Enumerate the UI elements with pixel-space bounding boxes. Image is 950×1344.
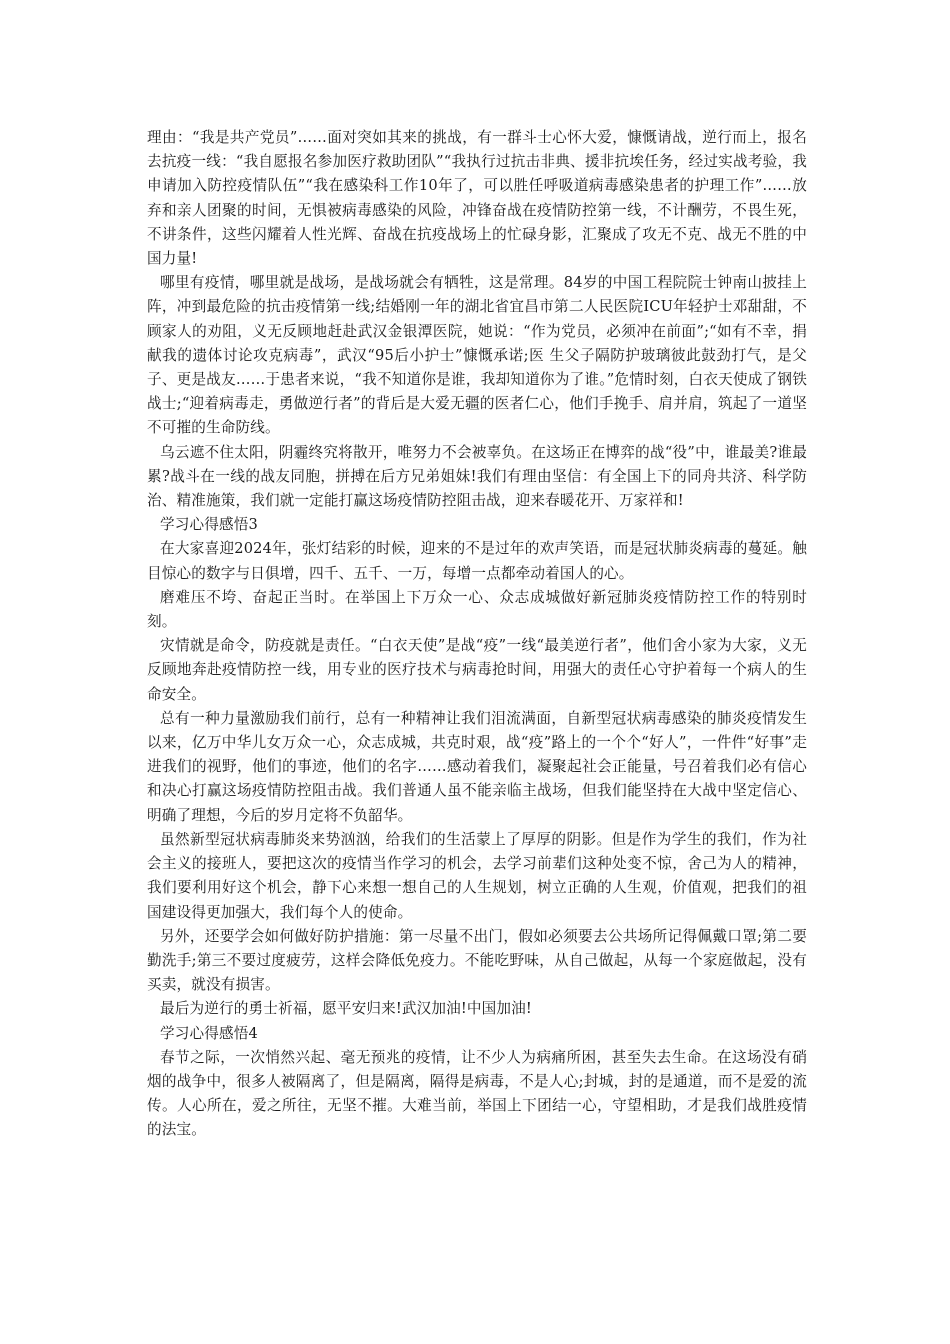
paragraph-duty: 灾情就是命令，防疫就是责任。“白衣天使”是战“疫”一线“最美逆行者”，他们舍小家为大家，义无反顾地奔赴疫情防控一线，用专业的医疗技术与病毒抢时间，用强大的责任心守护着每一个病人的生命安全。 [147,637,807,703]
paragraph-new-year: 在大家喜迎2024年，张灯结彩的时候，迎来的不是过年的欢声笑语，而是冠状肺炎病毒的蔓延。触目惊心的数字与日俱增，四千、五千、一万，每增一点都牵动着国人的心。 [147,540,807,582]
paragraph-reasons: 理由：“我是共产党员”……面对突如其来的挑战，有一群斗士心怀大爱，慷慨请战，逆行而上，报名去抗疫一线：“我自愿报名参加医疗救助团队”“我执行过抗击非典、援非抗埃任务，经过实战考验，我申请加入防控疫情队伍”“我在感染科工作10年了，可以胜任呼吸道病毒感染患者的护理工作”……放弃和亲人团聚的时间，无惧被病毒感染的风险，冲锋奋战在疫情防控第一线，不计酬劳，不畏生死，不讲条件，这些闪耀着人性光辉、奋战在抗疫战场上的忙碌身影，汇聚成了攻无不克、战无不胜的中国力量! [147,129,807,268]
paragraph-students: 虽然新型冠状病毒肺炎来势汹汹，给我们的生活蒙上了厚厚的阴影。但是作为学生的我们，作为社会主义的接班人，要把这次的疫情当作学习的机会，去学习前辈们这种处变不惊，舍己为人的精神，我们要利用好这个机会，静下心来想一想自己的人生规划，树立正确的人生观，价值观，把我们的祖国建设得更加强大，我们每个人的使命。 [147,830,807,921]
paragraph-protection: 另外，还要学会如何做好防护措施：第一尽量不出门，假如必须要去公共场所记得佩戴口罩;第二要勤洗手;第三不要过度疲劳，这样会降低免疫力。不能吃野味，从自己做起，从每一个家庭做起，没有买卖，就没有损害。 [147,927,807,994]
paragraph-clouds: 乌云遮不住太阳，阴霾终究将散开，唯努力不会被辜负。在这场正在博弈的战“役”中，谁最美?谁最累?战斗在一线的战友同胞，拼搏在后方兄弟姐妹!我们有理由坚信：有全国上下的同舟共济、科学防治、精准施策，我们就一定能打赢这场疫情防控阻击战，迎来春暖花开、万家祥和! [147,443,807,510]
paragraph-hardship: 磨难压不垮、奋起正当时。在举国上下万众一心、众志成城做好新冠肺炎疫情防控工作的特别时刻。 [147,588,807,631]
section-heading-4: 学习心得感悟4 [160,1024,258,1042]
document-body [147,126,807,1143]
paragraph-spring-festival: 春节之际，一次悄然兴起、毫无预兆的疫情，让不少人为病痛所困，甚至失去生命。在这场没有硝烟的战争中，很多人被隔离了，但是隔离，隔得是病毒，不是人心;封城，封的是通道，而不是爱的流传。人心所在，爱之所往，无坚不摧。大难当前，举国上下团结一心，守望相助，才是我们战胜疫情的法宝。 [147,1048,807,1139]
paragraph-battlefield: 哪里有疫情，哪里就是战场，是战场就会有牺牲，这是常理。84岁的中国工程院院士钟南山披挂上阵，冲到最危险的抗击疫情第一线;结婚刚一年的湖北省宜昌市第二人民医院ICU年轻护士邓甜甜，不顾家人的劝阻，义无反顾地赶赴武汉金银潭医院，她说：“作为党员，必须冲在前面”;“如有不幸，捐献我的遗体讨论攻克病毒”，武汉“95后小护士”慷慨承诺;医 生父子隔防护玻璃彼此鼓劲打气，是父子、更是战友……于患者来说，“我不知道你是谁，我却知道你为了谁。”危情时刻，白衣天使成了钢铁战士;“迎着病毒走，勇做逆行者”的背后是大爱无疆的医者仁心，他们手挽手、肩并肩，筑起了一道坚不可摧的生命防线。 [147,274,807,437]
paragraph-inspiration: 总有一种力量激励我们前行，总有一种精神让我们泪流满面，自新型冠状病毒感染的肺炎疫情发生以来，亿万中华儿女万众一心，众志成城，共克时艰，战“疫”路上的一个个“好人”，一件件“好事”走进我们的视野，他们的事迹，他们的名字……感动着我们，凝聚起社会正能量，号召着我们必有信心和决心打赢这场疫情防控阻击战。我们普通人虽不能亲临主战场，但我们能坚持在大战中坚定信心、明确了理想，今后的岁月定将不负韶华。 [147,709,807,824]
paragraph-blessing: 最后为逆行的勇士祈福，愿平安归来!武汉加油!中国加油! [160,1000,532,1018]
section-heading-3: 学习心得感悟3 [160,516,258,534]
